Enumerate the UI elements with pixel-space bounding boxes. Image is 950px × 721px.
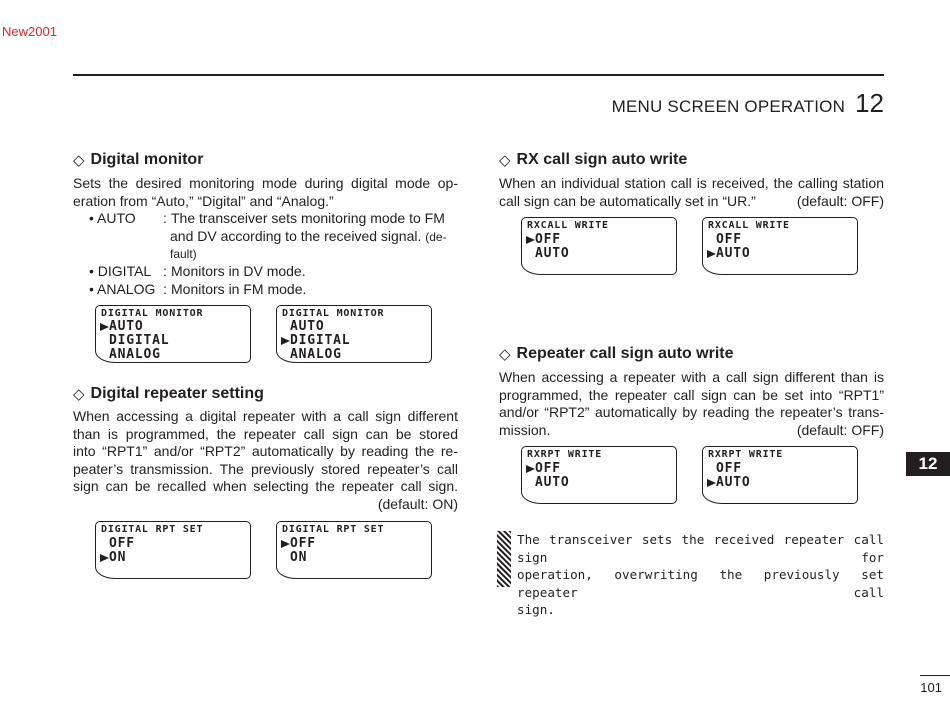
default-value: (default: OFF) [796,421,884,438]
lcd-row [526,476,570,490]
lcd-row [707,233,742,247]
lcd-row-text: OFF [535,232,561,247]
option-digital [89,263,459,281]
lcd-row-text: AUTO [535,246,570,261]
diamond-icon: ◇ [499,346,511,363]
lcd-row [281,334,350,348]
cursor-icon [281,336,290,346]
option-desc: Monitors in DV mode. [171,263,306,280]
digital-repeater-heading [73,385,264,403]
lcd-row-text: ON [109,550,127,565]
option-default-mark: (de- [425,229,447,244]
note-line: sign. [517,602,555,618]
lcd-rxcall-off [521,217,677,275]
cursor-icon [281,539,290,549]
heading-text: Digital monitor [90,151,204,168]
lcd-row [707,462,742,476]
option-desc-2: and DV according to the received signal. [170,227,422,244]
option-sep: : [163,280,167,297]
cursor-icon [526,235,535,245]
lcd-rxcall-auto [702,217,858,275]
diamond-icon: ◇ [73,152,85,169]
lcd-row [526,247,570,261]
digital-monitor-intro-1: Sets the desired monitoring mode during digital mode op- [73,175,458,191]
option-auto-cont-2: fault) [170,247,197,262]
lcd-row [707,247,751,261]
chapter-title: MENU SCREEN OPERATION [611,97,846,116]
lcd-row [526,233,561,247]
option-sep: : [163,210,167,226]
lcd-row-text: AUTO [109,319,144,334]
lcd-row [100,320,144,334]
option-auto-cont [89,228,459,247]
diamond-icon: ◇ [499,152,511,169]
cursor-icon [707,249,716,259]
digital-monitor-options [89,210,459,298]
lcd-row [100,334,169,348]
lcd-title: DIGITAL MONITOR [101,308,204,319]
option-analog [89,281,459,299]
body-line: When accessing a repeater with a call sign different than is [499,369,884,385]
lcd-row-text: OFF [716,232,742,247]
body-line: than is programmed, the repeater call sign can be stored [73,425,458,442]
diamond-icon: ◇ [73,386,85,403]
lcd-digital-rpt-on [95,521,251,579]
lcd-row-text: OFF [109,536,135,551]
footer-rule [920,675,950,676]
cursor-icon [707,478,716,488]
lcd-rxrpt-auto [702,446,858,504]
repeater-call-heading [499,345,734,363]
lcd-row-text: OFF [535,461,561,476]
option-desc: Monitors in FM mode. [171,280,307,297]
cursor-icon [100,322,109,332]
lcd-title: DIGITAL RPT SET [282,524,385,535]
lcd-row-text: AUTO [716,475,751,490]
lcd-row-text: ANALOG [290,347,342,362]
heading-text: Repeater call sign auto write [516,345,734,362]
body-line: and/or “RPT2” automatically by reading the repeater’s trans- [499,404,884,421]
lcd-row [281,348,342,362]
lcd-title: RXCALL WRITE [527,220,609,231]
option-auto [89,210,459,228]
lcd-title: DIGITAL RPT SET [101,524,204,535]
option-key: • AUTO [89,210,136,226]
heading-text: RX call sign auto write [516,151,688,168]
cursor-icon [100,553,109,563]
rx-call-heading [499,151,687,169]
option-desc: The transceiver sets monitoring mode to FM [171,210,445,226]
lcd-row [100,348,161,362]
lcd-row [100,551,126,565]
lcd-row-text: OFF [716,461,742,476]
cursor-icon [526,464,535,474]
rx-call-line-2 [499,193,884,211]
lcd-row-text: AUTO [716,246,751,261]
chapter-header [612,88,884,119]
lcd-row-text: AUTO [535,475,570,490]
lcd-row [281,537,316,551]
lcd-row-text: ANALOG [109,347,161,362]
lcd-row [526,462,561,476]
lcd-title: RXCALL WRITE [708,220,790,231]
lcd-digital-monitor-auto [95,305,251,363]
corner-label: New2001 [2,24,57,39]
lcd-row-text: AUTO [290,319,325,334]
body-line: programmed, the repeater call sign can be set into “RPT1” [499,386,884,403]
default-value: (default: ON) [377,495,458,512]
lcd-row-text: DIGITAL [109,333,170,348]
lcd-title: RXRPT WRITE [527,449,603,460]
lcd-row-text: DIGITAL [290,333,351,348]
lcd-row [707,476,751,490]
note-text [499,531,884,619]
lcd-row-text: ON [290,550,308,565]
lcd-title: DIGITAL MONITOR [282,308,385,319]
repeater-call-body [499,369,884,439]
body-line: sign can be recalled when selecting the repeater call sign. [73,478,458,495]
default-value: (default: OFF) [796,192,884,209]
option-key: • DIGITAL [89,263,152,280]
digital-monitor-heading [73,151,203,169]
header-rule [73,74,884,76]
lcd-rxrpt-off [521,446,677,504]
option-key: • ANALOG [89,280,156,297]
rx-call-line-1: When an individual station call is received, the calling station [499,175,884,191]
lcd-row [281,320,325,334]
digital-repeater-body [73,408,458,514]
chapter-number: 12 [855,88,884,118]
lcd-title: RXRPT WRITE [708,449,784,460]
note-line: operation, overwriting the previously set repeater call [517,567,884,600]
lcd-row [100,537,135,551]
body-text: call sign can be automatically set in “UR.” [499,192,756,209]
lcd-digital-rpt-off [276,521,432,579]
body-line: into “RPT1” and/or “RPT2” automatically by reading the re- [73,443,458,460]
body-line: When accessing a digital repeater with a call sign different [73,408,458,424]
chapter-side-tab: 12 [906,452,950,476]
body-line-last [499,422,884,440]
lcd-digital-monitor-digital [276,305,432,363]
lcd-row [281,551,307,565]
body-text: mission. [499,421,551,438]
body-line: peater’s transmission. The previously stored repeater’s call [73,460,458,477]
page-number: 101 [920,680,942,695]
option-sep: : [163,263,167,280]
heading-text: Digital repeater setting [90,385,264,402]
lcd-row-text: OFF [290,536,316,551]
note-line: The transceiver sets the received repeater call sign for [517,532,884,565]
digital-monitor-intro-2: eration from “Auto,” “Digital” and “Analog.” [73,192,334,209]
